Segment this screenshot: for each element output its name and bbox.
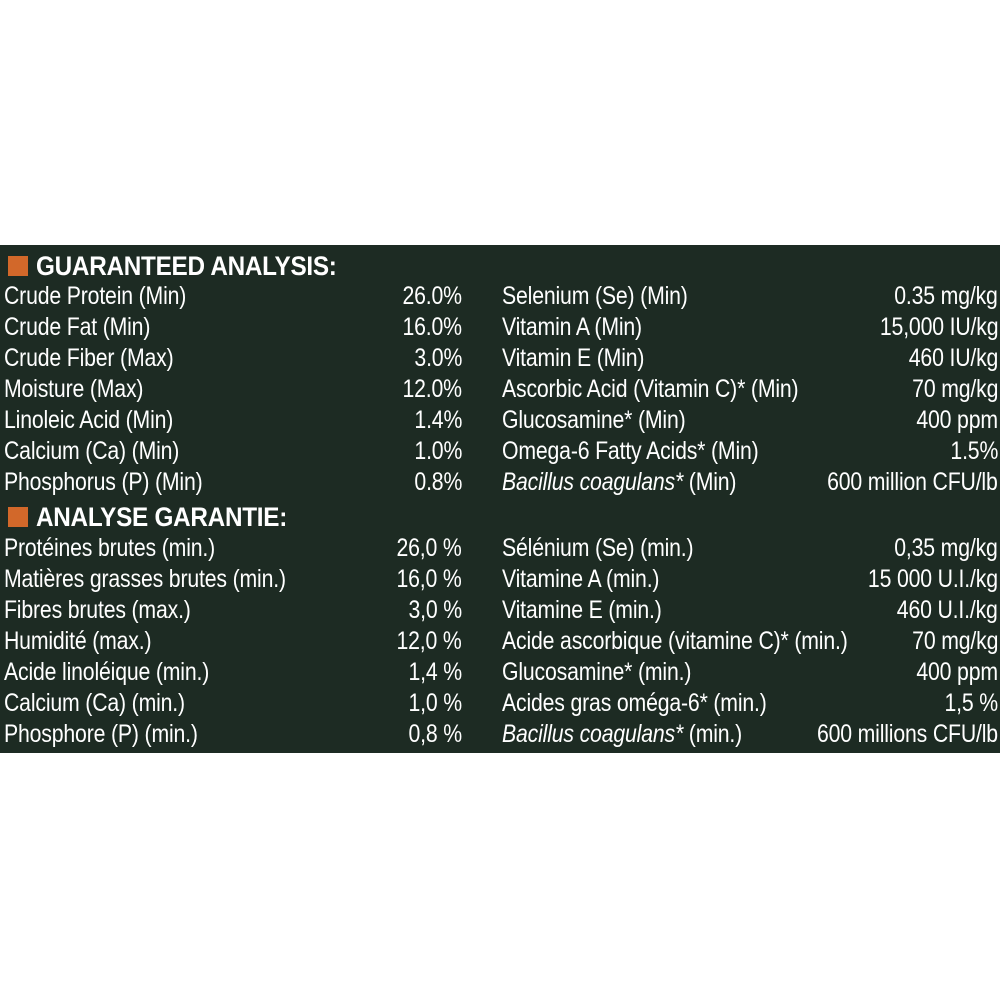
nutrient-label: Moisture (Max) xyxy=(4,375,144,403)
nutrient-label: Vitamine E (min.) xyxy=(502,596,662,624)
analysis-row xyxy=(502,405,998,436)
nutrient-label: Ascorbic Acid (Vitamin C)* (Min) xyxy=(502,375,799,403)
analysis-row xyxy=(502,533,998,564)
nutrient-label: Acide ascorbique (vitamine C)* (min.) xyxy=(502,627,848,655)
nutrient-label: Selenium (Se) (Min) xyxy=(502,282,688,310)
nutrient-label: Matières grasses brutes (min.) xyxy=(4,565,286,593)
nutrient-value: 600 millions CFU/lb xyxy=(817,720,998,748)
nutrient-value: 26,0 % xyxy=(396,534,462,562)
section-heading-row-english xyxy=(0,251,1000,282)
nutrient-value: 460 U.I./kg xyxy=(897,596,998,624)
nutrient-label: Crude Protein (Min) xyxy=(4,282,187,310)
nutrient-value: 400 ppm xyxy=(916,658,998,686)
orange-square-bullet-icon xyxy=(8,507,28,527)
section-heading-row-french xyxy=(0,502,1000,533)
nutrient-value: 70 mg/kg xyxy=(911,627,998,655)
nutrient-value: 0,8 % xyxy=(408,720,462,748)
nutrient-label-rest: (Min) xyxy=(683,468,737,496)
section-heading-french: ANALYSE GARANTIE: xyxy=(36,502,288,532)
nutrient-value: 15 000 U.I./kg xyxy=(868,565,998,593)
nutrient-label xyxy=(502,719,742,750)
guaranteed-analysis-panel xyxy=(0,245,1000,753)
nutrient-label: Glucosamine* (min.) xyxy=(502,658,692,686)
nutrient-value: 0.35 mg/kg xyxy=(894,282,998,310)
nutrient-label: Phosphorus (P) (Min) xyxy=(4,468,203,496)
nutrient-label: Omega-6 Fatty Acids* (Min) xyxy=(502,437,759,465)
analysis-row xyxy=(4,312,462,343)
french-right-column xyxy=(502,533,998,750)
nutrient-label: Vitamine A (min.) xyxy=(502,565,660,593)
nutrient-value: 600 million CFU/lb xyxy=(827,468,998,496)
nutrient-value: 400 ppm xyxy=(916,406,998,434)
nutrient-label: Acide linoléique (min.) xyxy=(4,658,210,686)
nutrient-value: 12,0 % xyxy=(396,627,462,655)
analysis-row xyxy=(4,405,462,436)
analysis-row xyxy=(4,281,462,312)
nutrient-value: 12.0% xyxy=(402,375,462,403)
nutrient-value: 16,0 % xyxy=(396,565,462,593)
nutrient-label: Humidité (max.) xyxy=(4,627,152,655)
species-name-italic: Bacillus coagulans* xyxy=(502,720,684,748)
nutrient-label: Protéines brutes (min.) xyxy=(4,534,216,562)
species-name-italic: Bacillus coagulans* xyxy=(502,468,684,496)
nutrient-value: 1.0% xyxy=(414,437,462,465)
analysis-row xyxy=(502,626,998,657)
analysis-row xyxy=(4,595,462,626)
nutrient-value: 0.8% xyxy=(414,468,462,496)
english-left-column xyxy=(4,281,462,498)
nutrient-value: 26.0% xyxy=(402,282,462,310)
nutrient-value: 0,35 mg/kg xyxy=(894,534,998,562)
nutrient-label-rest: (min.) xyxy=(683,720,743,748)
nutrient-label: Acides gras oméga-6* (min.) xyxy=(502,689,767,717)
nutrient-value: 1.4% xyxy=(414,406,462,434)
analysis-row xyxy=(4,688,462,719)
analysis-row xyxy=(502,343,998,374)
analysis-row xyxy=(4,533,462,564)
analysis-row xyxy=(502,657,998,688)
analysis-row xyxy=(4,467,462,498)
nutrient-value: 3.0% xyxy=(414,344,462,372)
analysis-row xyxy=(502,595,998,626)
analysis-row xyxy=(4,564,462,595)
analysis-row xyxy=(502,374,998,405)
analysis-row xyxy=(4,436,462,467)
nutrient-label: Fibres brutes (max.) xyxy=(4,596,191,624)
nutrient-value: 1,5 % xyxy=(944,689,998,717)
nutrient-value: 1.5% xyxy=(950,437,998,465)
analysis-row xyxy=(502,467,998,498)
nutrient-label: Sélénium (Se) (min.) xyxy=(502,534,694,562)
nutrient-value: 460 IU/kg xyxy=(908,344,998,372)
nutrient-label xyxy=(502,467,736,498)
nutrient-label: Calcium (Ca) (Min) xyxy=(4,437,180,465)
analysis-row xyxy=(502,436,998,467)
section-heading-english: GUARANTEED ANALYSIS: xyxy=(36,251,337,281)
analysis-row xyxy=(4,657,462,688)
nutrient-value: 1,0 % xyxy=(408,689,462,717)
analysis-row xyxy=(4,719,462,750)
nutrient-value: 15,000 IU/kg xyxy=(879,313,998,341)
nutrient-label: Glucosamine* (Min) xyxy=(502,406,686,434)
nutrient-label: Vitamin E (Min) xyxy=(502,344,645,372)
nutrient-value: 16.0% xyxy=(402,313,462,341)
analysis-row xyxy=(502,564,998,595)
analysis-row xyxy=(4,374,462,405)
analysis-row xyxy=(502,719,998,750)
french-left-column xyxy=(4,533,462,750)
nutrient-label: Phosphore (P) (min.) xyxy=(4,720,198,748)
nutrient-label: Crude Fat (Min) xyxy=(4,313,151,341)
nutrient-label: Calcium (Ca) (min.) xyxy=(4,689,185,717)
english-right-column xyxy=(502,281,998,498)
analysis-row xyxy=(502,312,998,343)
nutrient-label: Linoleic Acid (Min) xyxy=(4,406,174,434)
analysis-row xyxy=(4,343,462,374)
analysis-row xyxy=(502,688,998,719)
nutrient-value: 3,0 % xyxy=(408,596,462,624)
nutrient-label: Vitamin A (Min) xyxy=(502,313,642,341)
nutrient-value: 1,4 % xyxy=(408,658,462,686)
orange-square-bullet-icon xyxy=(8,256,28,276)
nutrient-value: 70 mg/kg xyxy=(911,375,998,403)
analysis-row xyxy=(502,281,998,312)
nutrient-label: Crude Fiber (Max) xyxy=(4,344,174,372)
analysis-row xyxy=(4,626,462,657)
